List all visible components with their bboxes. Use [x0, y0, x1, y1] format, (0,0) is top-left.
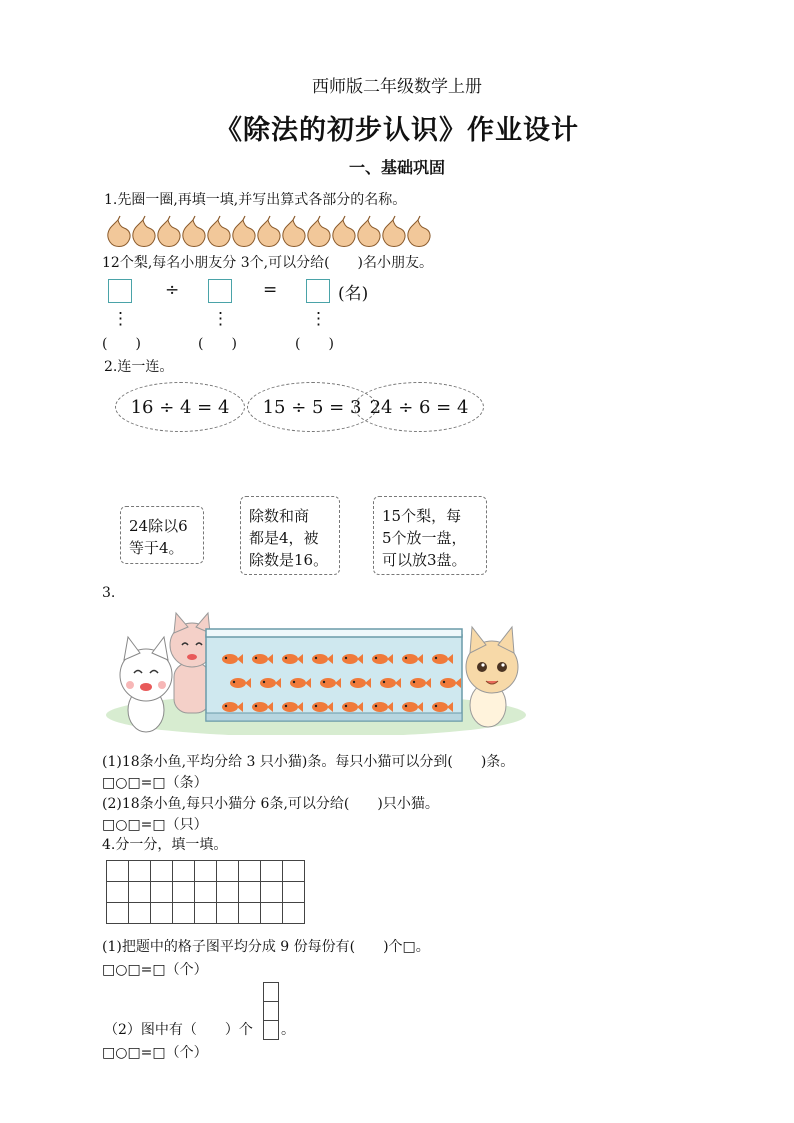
card-line: 除数是16。 — [249, 551, 329, 569]
grid-cell[interactable] — [173, 903, 195, 924]
q4-part2-end: 。 — [281, 1022, 295, 1038]
q1-statement: 12个梨,每名小朋友分 3个,可以分给( )名小朋友。 — [102, 255, 433, 271]
grid-cell[interactable] — [239, 861, 261, 882]
dots-2: ⋮ — [212, 309, 229, 329]
grid-cell[interactable] — [283, 882, 305, 903]
pear-icon[interactable] — [233, 216, 255, 247]
pear-icon[interactable] — [208, 216, 230, 247]
card-line: 可以放3盘。 — [382, 551, 467, 569]
grid-cell[interactable] — [107, 882, 129, 903]
pear-icon[interactable] — [133, 216, 155, 247]
grid-cell[interactable] — [129, 861, 151, 882]
grid-cell[interactable] — [195, 882, 217, 903]
q3-part1-equation[interactable]: □○□=□（条） — [102, 775, 208, 791]
card-line: 15个梨，每 — [382, 507, 462, 525]
fish-tank — [206, 629, 462, 721]
grid-cell[interactable] — [195, 903, 217, 924]
divisor-box[interactable] — [208, 279, 232, 303]
card-line: 都是4，被 — [249, 529, 319, 547]
q4-part1-text: (1)把题中的格子图平均分成 9 份每份有( )个□。 — [102, 939, 430, 955]
name-blank-1[interactable]: ( ) — [102, 336, 141, 352]
grid-cell[interactable] — [173, 861, 195, 882]
equation-oval-2[interactable]: 15 ÷ 5 = 3 — [247, 382, 377, 432]
grid-row — [107, 861, 305, 882]
q4-part1-equation[interactable]: □○□=□（个） — [102, 962, 208, 978]
description-card-1[interactable] — [120, 506, 204, 564]
dots-1: ⋮ — [112, 309, 129, 329]
pear-icon[interactable] — [308, 216, 330, 247]
square-grid — [106, 860, 305, 924]
pear-icon[interactable] — [333, 216, 355, 247]
dots-3: ⋮ — [310, 309, 327, 329]
grid-cell[interactable] — [151, 903, 173, 924]
unit-label: (名) — [338, 284, 369, 304]
pear-icon[interactable] — [158, 216, 180, 247]
card-line: 5个放一盘， — [382, 529, 467, 547]
description-card-2[interactable] — [240, 496, 340, 575]
page-title: 《除法的初步认识》作业设计 — [215, 115, 579, 146]
card-line: 24除以6 — [129, 517, 188, 535]
grid-cell[interactable] — [283, 861, 305, 882]
q3-part2-text: (2)18条小鱼,每只小猫分 6条,可以分给( )只小猫。 — [102, 796, 439, 812]
q4-part2-text: （2）图中有（ ）个 — [104, 1022, 253, 1038]
q4-prompt: 4.分一分，填一填。 — [102, 837, 228, 853]
pear-icon[interactable] — [258, 216, 280, 247]
grid-row — [107, 882, 305, 903]
grid-cell[interactable] — [151, 882, 173, 903]
grid-cell[interactable] — [261, 903, 283, 924]
grid-cell[interactable] — [129, 903, 151, 924]
grid-cell[interactable] — [217, 861, 239, 882]
pear-row — [102, 214, 432, 248]
grid-cell[interactable] — [107, 861, 129, 882]
grid-cell[interactable] — [239, 903, 261, 924]
quotient-box[interactable] — [306, 279, 330, 303]
pear-icon[interactable] — [408, 216, 430, 247]
pear-icon[interactable] — [283, 216, 305, 247]
section-heading: 一、基础巩固 — [348, 158, 445, 177]
grid-cell[interactable] — [239, 882, 261, 903]
grid-cell[interactable] — [151, 861, 173, 882]
grid-cell[interactable] — [129, 882, 151, 903]
grid-cell[interactable] — [261, 882, 283, 903]
q3-label: 3. — [102, 585, 116, 601]
q1-prompt: 1.先圈一圈,再填一填,并写出算式各部分的名称。 — [104, 192, 407, 208]
vertical-block-icon — [263, 982, 279, 1040]
grid-row — [107, 903, 305, 924]
pear-icon[interactable] — [183, 216, 205, 247]
eq-sign: = — [263, 280, 278, 300]
pear-icon[interactable] — [383, 216, 405, 247]
q2-prompt: 2.连一连。 — [104, 359, 174, 375]
grid-cell[interactable] — [217, 882, 239, 903]
pear-icon[interactable] — [358, 216, 380, 247]
name-blank-2[interactable]: ( ) — [198, 336, 237, 352]
dividend-box[interactable] — [108, 279, 132, 303]
name-blank-3[interactable]: ( ) — [295, 336, 334, 352]
pear-icon[interactable] — [108, 216, 130, 247]
cats-fish-illustration — [106, 605, 526, 735]
card-line: 除数和商 — [249, 507, 310, 525]
q3-part2-equation[interactable]: □○□=□（只） — [102, 817, 208, 833]
grid-cell[interactable] — [217, 903, 239, 924]
q3-part1-text: (1)18条小鱼,平均分给 3 只小猫)条。每只小猫可以分到( )条。 — [102, 754, 515, 770]
div-sign: ÷ — [165, 280, 180, 300]
q4-part2-equation[interactable]: □○□=□（个） — [102, 1045, 208, 1061]
grid-cell[interactable] — [195, 861, 217, 882]
equation-oval-3[interactable]: 24 ÷ 6 = 4 — [354, 382, 484, 432]
subtitle: 西师版二年级数学上册 — [312, 77, 482, 97]
equation-oval-1[interactable]: 16 ÷ 4 = 4 — [115, 382, 245, 432]
grid-cell[interactable] — [173, 882, 195, 903]
grid-cell[interactable] — [261, 861, 283, 882]
grid-cell[interactable] — [107, 903, 129, 924]
card-line: 等于4。 — [129, 539, 184, 557]
description-card-3[interactable] — [373, 496, 487, 575]
grid-cell[interactable] — [283, 903, 305, 924]
